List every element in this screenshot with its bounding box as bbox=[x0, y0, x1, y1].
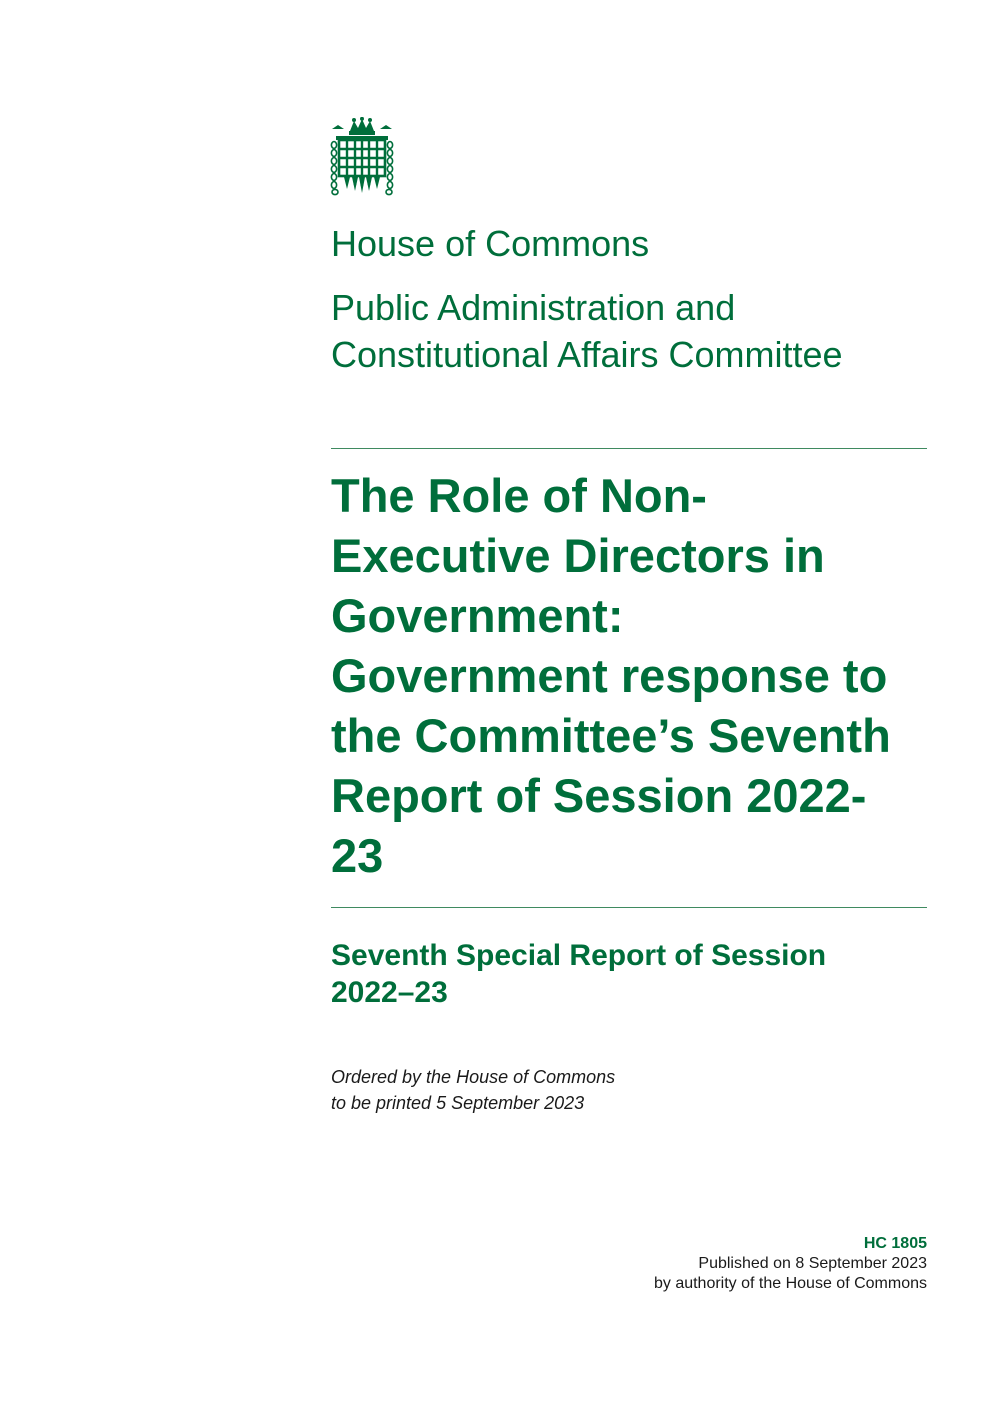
printing-order bbox=[331, 1064, 811, 1116]
hc-number: HC 1805 bbox=[863, 1235, 927, 1252]
committee-name: Public Administration and Constitutional Affairs Committee bbox=[331, 287, 843, 375]
report-subtitle: Seventh Special Report of Session 2022–23 bbox=[331, 939, 827, 1009]
publication-info bbox=[527, 1234, 927, 1294]
portcullis-icon bbox=[330, 117, 394, 196]
printing-order-line-2: to be printed 5 September 2023 bbox=[331, 1093, 585, 1113]
report-title: The Role of Non-Executive Directors in Government: Government response to the Committee’s Seventh Report of Session 2022-23 bbox=[331, 469, 891, 882]
publication-date: Published on 8 September 2023 bbox=[698, 1255, 927, 1272]
printing-order-line-1: Ordered by the House of Commons bbox=[331, 1067, 616, 1087]
publication-authority: by authority of the House of Commons bbox=[653, 1275, 927, 1292]
house-name: House of Commons bbox=[331, 223, 650, 264]
divider-top bbox=[331, 448, 927, 449]
divider-bottom bbox=[331, 907, 927, 908]
